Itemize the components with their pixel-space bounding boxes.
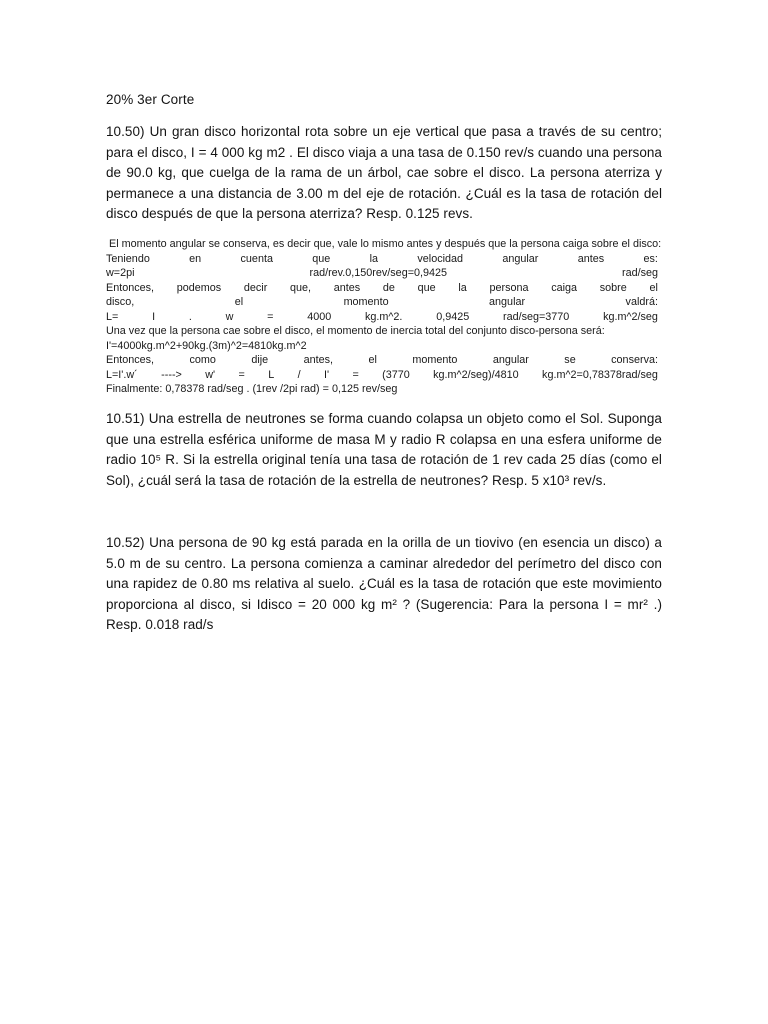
solution-line — [106, 368, 658, 383]
solution-word: el — [368, 354, 377, 366]
solution-line — [106, 281, 658, 296]
solution-word: Entonces, — [106, 281, 155, 294]
solution-word: angular — [489, 296, 526, 308]
solution-word: decir — [243, 281, 268, 294]
solution-word: kg.m^2. — [364, 310, 403, 323]
solution-word: L=I'.w´ — [106, 368, 138, 381]
solution-word: L= — [106, 310, 119, 323]
problem-10-52: 10.52) Una persona de 90 kg está parada en la orilla de un tiovivo (en esencia un disco) a 5.0 m de su centro. La persona comienza a caminar alrededor del perímetro del disco con una rapidez de 0.80 ms relativa al suelo. ¿Cuál es la tasa de rotación que este movimiento proporciona al disco, si Idisco = 20 000 kg m² ? (Sugerencia: Para la persona I = mr² .) Resp. 0.018 rad/s — [106, 535, 662, 632]
solution-block — [106, 237, 662, 397]
solution-word: w' — [205, 368, 216, 381]
solution-word: w — [225, 310, 234, 323]
solution-word: valdrá: — [625, 296, 658, 308]
solution-word: de — [382, 281, 395, 294]
solution-word: el — [234, 296, 244, 308]
solution-line — [106, 353, 658, 368]
solution-word: rad/rev.0,150rev/seg=0,9425 — [309, 267, 448, 279]
solution-word: antes — [333, 281, 361, 294]
solution-word: conserva: — [611, 354, 658, 366]
solution-word: / — [297, 368, 301, 381]
solution-word: sobre — [599, 281, 627, 294]
solution-word: que — [417, 281, 436, 294]
page-heading: 20% 3er Corte — [106, 92, 195, 107]
solution-word: caiga — [551, 281, 578, 294]
solution-word: rad/seg=3770 — [502, 310, 570, 323]
solution-line — [106, 310, 658, 325]
solution-word: antes, — [303, 354, 334, 366]
solution-line: Una vez que la persona cae sobre el disco, el momento de inercia total del conjunto disco-persona será: — [106, 325, 605, 337]
solution-word: se — [564, 354, 576, 366]
problem-10-50: 10.50) Un gran disco horizontal rota sobre un eje vertical que pasa a través de su centro; para el disco, I = 4 000 kg m2 . El disco viaja a una tasa de 0.150 rev/s cuando una persona de 90.0 kg, que cuelga de la rama de un árbol, cae sobre el disco. La persona aterriza y permanece a una distancia de 3.00 m del eje de rotación. ¿Cuál es la tasa de rotación del disco después de que la persona aterriza? Resp. 0.125 revs. — [106, 124, 662, 221]
solution-word: 4000 — [307, 310, 332, 323]
solution-word: ----> — [161, 368, 182, 381]
solution-word: w=2pi — [106, 267, 135, 279]
solution-word: disco, — [106, 296, 135, 308]
solution-word: que — [312, 252, 331, 265]
solution-word: L — [268, 368, 275, 381]
solution-word: como — [189, 354, 216, 366]
solution-word: antes — [577, 252, 605, 265]
solution-word: = — [267, 310, 274, 323]
solution-word: angular — [502, 252, 539, 265]
solution-word: rad/seg — [621, 267, 658, 279]
solution-line: Finalmente: 0,78378 rad/seg . (1rev /2pi rad) = 0,125 rev/seg — [106, 383, 398, 395]
solution-word: angular — [492, 354, 529, 366]
solution-word: = — [352, 368, 359, 381]
solution-word: dije — [251, 354, 269, 366]
solution-word: kg.m^2=0,78378rad/seg — [542, 368, 658, 381]
solution-word: kg.m^2/seg — [603, 310, 658, 323]
solution-word: en — [189, 252, 202, 265]
solution-word: cuenta — [240, 252, 273, 265]
solution-word: 0,9425 — [436, 310, 470, 323]
solution-word: Teniendo — [106, 252, 150, 265]
solution-word: (3770 — [382, 368, 410, 381]
solution-word: momento — [412, 354, 458, 366]
solution-line: El momento angular se conserva, es decir que, vale lo mismo antes y después que la persona caiga sobre el disco: — [109, 238, 662, 250]
solution-word: momento — [343, 296, 389, 308]
solution-word: la — [369, 252, 379, 265]
solution-word: . — [188, 310, 192, 323]
solution-word: persona — [489, 281, 529, 294]
solution-line: I'=4000kg.m^2+90kg.(3m)^2=4810kg.m^2 — [106, 339, 307, 352]
solution-word: el — [649, 281, 658, 294]
problem-10-51: 10.51) Una estrella de neutrones se forma cuando colapsa un objeto como el Sol. Suponga que una estrella esférica uniforme de masa M y radio R colapsa en una esfera uniforme de radio 10⁵ R. Si la estrella original tenía una tasa de rotación de 1 rev cada 25 días (como el Sol), ¿cuál será la tasa de rotación de la estrella de neutrones? Resp. 5 x10³ rev/s. — [106, 411, 662, 488]
solution-word: velocidad — [417, 252, 464, 265]
solution-word: que, — [290, 281, 312, 294]
solution-word: kg.m^2/seg)/4810 — [433, 368, 519, 381]
solution-word: Entonces, — [106, 354, 155, 366]
solution-word: es: — [643, 252, 658, 265]
solution-line — [106, 266, 658, 281]
solution-line — [106, 252, 658, 267]
solution-word: I' — [323, 368, 330, 381]
solution-word: podemos — [176, 281, 222, 294]
solution-line — [106, 295, 658, 310]
solution-word: I — [152, 310, 156, 323]
solution-word: la — [458, 281, 467, 294]
solution-word: = — [238, 368, 245, 381]
